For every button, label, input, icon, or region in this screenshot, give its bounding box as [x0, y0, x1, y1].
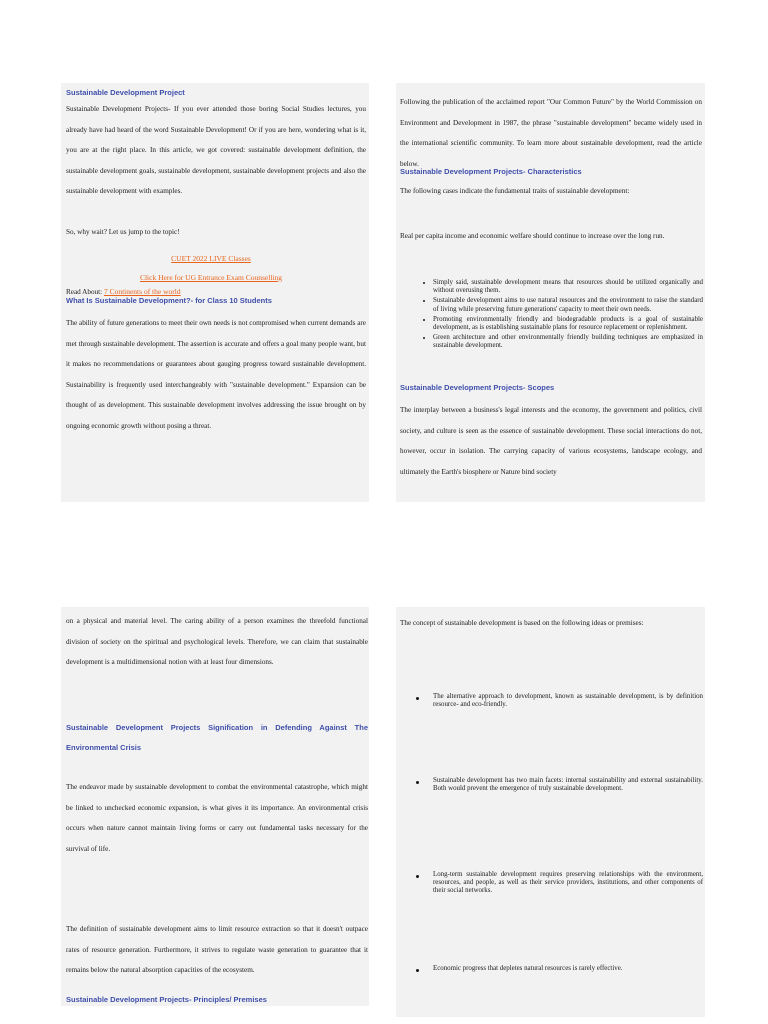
intro-paragraph: Sustainable Development Projects- If you ever attended those boring Social Studies lectures, you already have had heard of the word Sustainable Development! Or if you are here, wondering what is it, you are at the right place. In this article, we got covered: sustainable development definition, the sustainable development goals, sustainable development, sustainable development projects and also the sustainable development with examples.	[66, 105, 366, 195]
bullet-icon	[416, 781, 419, 784]
continents-link[interactable]: 7 Continents of the world	[103, 287, 181, 296]
scopes-heading: Sustainable Development Projects- Scopes	[400, 383, 555, 392]
list-item: Economic progress that depletes natural resources is rarely effective.	[433, 965, 623, 972]
jump-text: So, why wait? Let us jump to the topic!	[66, 228, 180, 236]
list-item: • Promoting environmentally friendly and biodegradable products is a goal of sustainable development, as is establishing sustainable plans for resource replacement or replenishment.	[433, 316, 703, 332]
list-item: • Simply said, sustainable development means that resources should be utilized organically and without overusing them.	[433, 279, 703, 295]
document-page-4	[396, 607, 705, 1017]
characteristics-heading: Sustainable Development Projects- Characteristics	[400, 167, 582, 176]
bullet-icon	[416, 697, 419, 700]
premises-intro: The concept of sustainable development is based on the following ideas or premises:	[400, 619, 644, 627]
resource-extraction-paragraph: The definition of sustainable development aims to limit resource extraction so that it doesn't outpace rates of resource generation. Furthermore, it strives to regulate waste generation to guarantee that it remains below the natural absorption capacities of the ecosystem.	[66, 925, 368, 974]
list-item: Long-term sustainable development requires preserving relationships with the environment, resources, and people, as well as their service providers, institutions, and other components of their social networks.	[433, 871, 703, 895]
importance-paragraph: The endeavor made by sustainable development to combat the environmental catastrophe, which might be linked to unchecked economic expansion, is what gives it its importance. An environmental crisis occurs when nature cannot maintain living forms or carry out fundamental tasks necessary for the survival of life.	[66, 783, 368, 853]
bullet-icon	[416, 875, 419, 878]
intro-paragraph: Following the publication of the acclaimed report "Our Common Future" by the World Commission on Environment and Development in 1987, the phrase "sustainable development" became widely used in the international scientific community. To learn more about sustainable development, read the article below.	[400, 98, 702, 168]
document-page-1	[61, 83, 369, 502]
characteristics-list	[396, 279, 703, 353]
signification-heading: Sustainable Development Projects Signification in Defending Against The Environmental Crisis	[66, 723, 368, 752]
list-item: Sustainable development has two main facets: internal sustainability and external sustainability. Both would prevent the emergence of truly sustainable development.	[433, 777, 703, 793]
document-page-2	[396, 83, 705, 502]
list-item: The alternative approach to development, known as sustainable development, is by definition resource- and eco-friendly.	[433, 693, 703, 709]
what-is-sd-paragraph: The ability of future generations to meet their own needs is not compromised when current demands are met through sustainable development. The assertion is accurate and offers a goal many people want, but it makes no recommendations or guarantees about gauging progress toward sustainable development. Sustainability is frequently used interchangeably with "sustainable development." Expansion can be thought of as development. This sustainable development involves addressing the issue brought on by ongoing economic growth without posing a threat.	[66, 319, 366, 430]
continuation-paragraph: on a physical and material level. The caring ability of a person examines the threefold functional division of society on the spiritual and psychological levels. Therefore, we can claim that sustainable development is a multidimensional notion with at least four dimensions.	[66, 617, 368, 666]
scopes-paragraph: The interplay between a business's legal interests and the economy, the government and politics, civil society, and culture is seen as the essence of sustainable development. These social interactions do not, however, occur in isolation. The carrying capacity of various ecosystems, landscape ecology, and ultimately the Earth's biosphere or Nature bind society	[400, 406, 702, 476]
principles-heading: Sustainable Development Projects- Principles/ Premises	[66, 995, 267, 1004]
list-item: • Green architecture and other environmentally friendly building techniques are emphasized in sustainable development.	[433, 334, 703, 350]
list-item: • Sustainable development aims to use natural resources and the environment to raise the standard of living while preserving future generations' capacity to meet their own needs.	[433, 297, 703, 313]
real-income-paragraph: Real per capita income and economic welfare should continue to increase over the long run.	[400, 232, 665, 240]
page-title: Sustainable Development Project	[66, 88, 185, 97]
characteristics-lead: The following cases indicate the fundamental traits of sustainable development:	[400, 187, 630, 195]
document-page-3	[61, 607, 369, 1006]
ug-counselling-link[interactable]: Click Here for UG Entrance Exam Counselling	[139, 273, 283, 282]
cuet-live-classes-link[interactable]: CUET 2022 LIVE Classes	[171, 254, 251, 263]
what-is-sd-heading: What Is Sustainable Development?- for Class 10 Students	[66, 296, 272, 305]
bullet-icon	[416, 969, 419, 972]
read-about-label: Read About:	[66, 288, 103, 296]
